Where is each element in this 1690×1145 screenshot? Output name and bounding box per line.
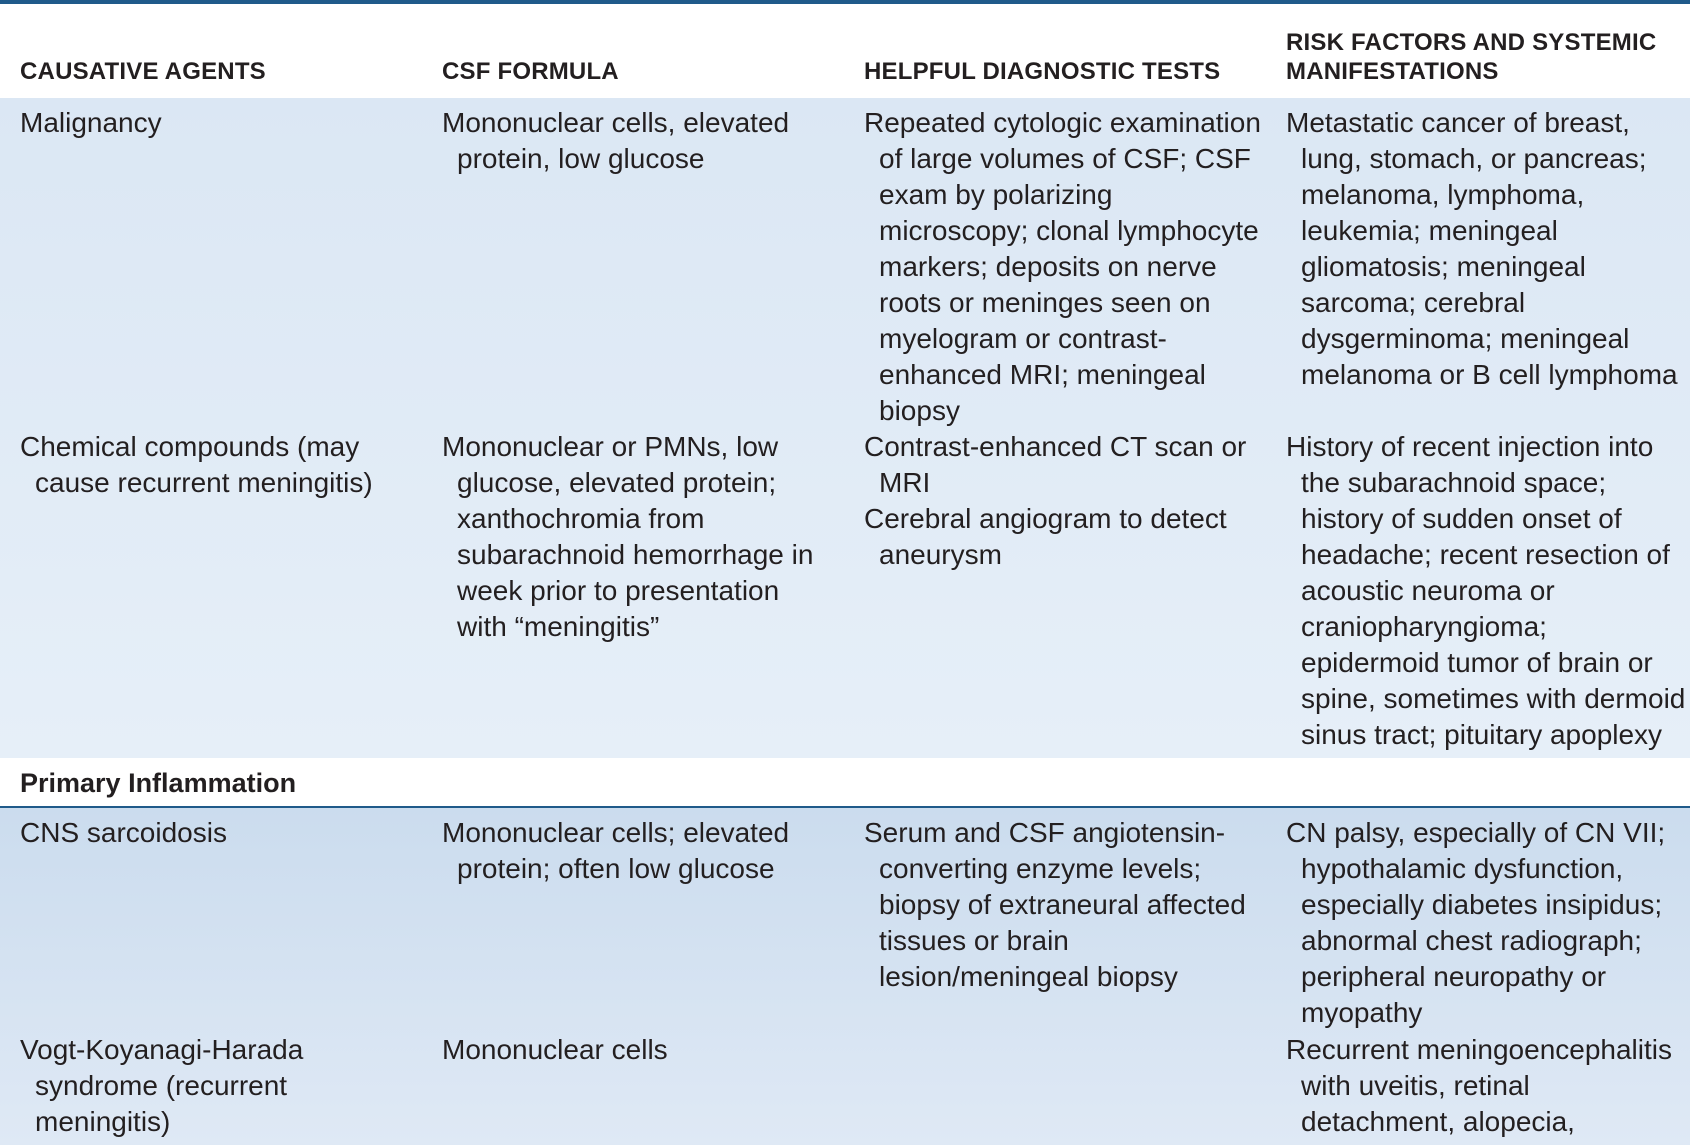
header-diagnostic-tests: HELPFUL DIAGNOSTIC TESTS bbox=[864, 58, 1221, 85]
cell-agent: CNS sarcoidosis bbox=[20, 817, 227, 848]
cell-csf: Mononuclear cells, elevated protein, low glucose bbox=[442, 107, 790, 174]
cell-tests: Repeated cytologic examination of large volumes of CSF; CSF exam by polarizing microscopy; clonal lymphocyte markers; deposits on nerve roots or meninges seen on myelogram or contrast-enhanced MRI; meningeal biopsy bbox=[864, 107, 1261, 426]
cell-csf: Mononuclear or PMNs, low glucose, elevated protein; xanthochromia from subarachnoid hemorrhage in week prior to presentation with “meningitis” bbox=[442, 431, 814, 642]
cell-risk: CN palsy, especially of CN VII; hypothalamic dysfunction, especially diabetes insipidus; abnormal chest radiograph; peripheral neuropathy or myopathy bbox=[1286, 817, 1666, 1028]
header-risk-factors: RISK FACTORS AND SYSTEMIC MANIFESTATIONS bbox=[1286, 29, 1657, 85]
cell-risk: History of recent injection into the subarachnoid space; history of sudden onset of headache; recent resection of acoustic neuroma or craniopharyngioma; epidermoid tumor of brain or spine, sometimes with dermoid sinus tract; pituitary apoplexy bbox=[1286, 431, 1686, 750]
cell-csf: Mononuclear cells; elevated protein; often low glucose bbox=[442, 817, 790, 884]
cell-agent: Chemical compounds (may cause recurrent meningitis) bbox=[20, 431, 373, 498]
section-heading-row bbox=[0, 758, 1690, 808]
cell-tests-line: Contrast-enhanced CT scan or MRI bbox=[864, 431, 1247, 498]
cell-tests: Serum and CSF angiotensin-converting enzyme levels; biopsy of extraneural affected tissues or brain lesion/meningeal biopsy bbox=[864, 817, 1246, 992]
section-title: Primary Inflammation bbox=[20, 768, 297, 798]
header-csf-formula: CSF FORMULA bbox=[442, 58, 619, 85]
header-causative-agents: CAUSATIVE AGENTS bbox=[20, 58, 266, 85]
cell-tests bbox=[864, 429, 1269, 573]
cell-tests-line: Cerebral angiogram to detect aneurysm bbox=[864, 503, 1227, 570]
cell-csf: Mononuclear cells bbox=[442, 1034, 668, 1065]
table-header bbox=[0, 4, 1690, 100]
cell-agent: Vogt-Koyanagi-Harada syndrome (recurrent meningitis) bbox=[20, 1034, 304, 1137]
cell-agent: Malignancy bbox=[20, 107, 162, 138]
cell-risk: Recurrent meningoencephalitis with uveitis, retinal detachment, alopecia, bbox=[1286, 1034, 1672, 1137]
cell-risk: Metastatic cancer of breast, lung, stomach, or pancreas; melanoma, lymphoma, leukemia; meningeal gliomatosis; meningeal sarcoma; cerebral dysgerminoma; meningeal melanoma or B cell lymphoma bbox=[1286, 107, 1678, 390]
